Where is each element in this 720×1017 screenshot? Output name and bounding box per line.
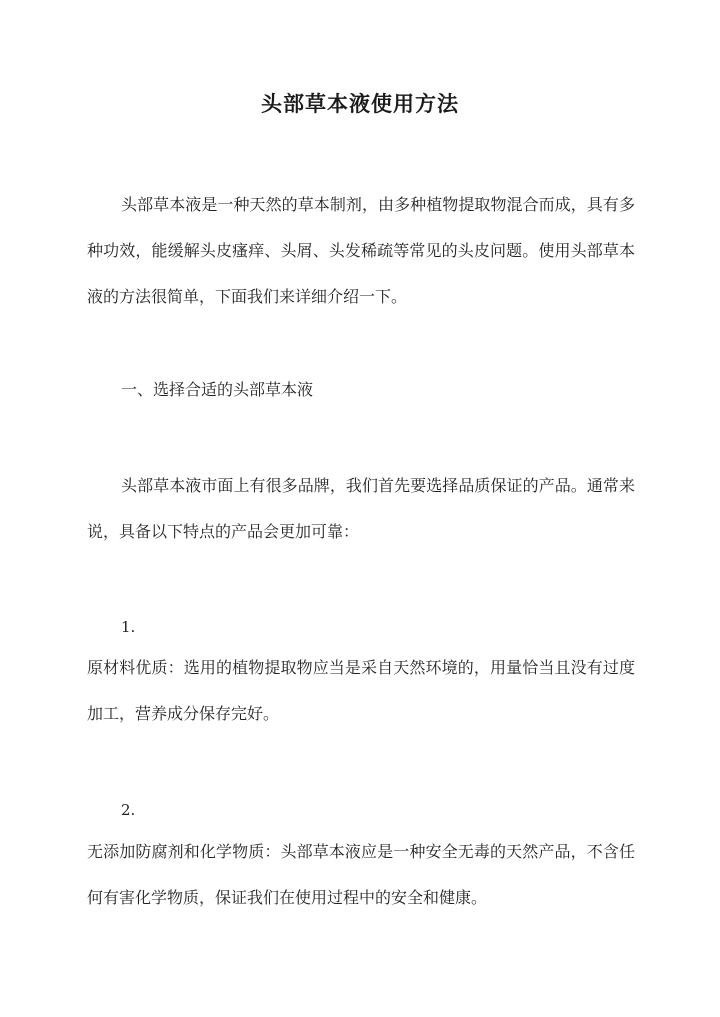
list-item-text: 原材料优质：选用的植物提取物应当是采自天然环境的，用量恰当且没有过度加工，营养成分保存完好。 [87,658,635,723]
section-paragraph: 头部草本液市面上有很多品牌，我们首先要选择品质保证的产品。通常来说，具备以下特点的产品会更加可靠： [87,476,635,541]
list-item-number: 2. [121,801,136,819]
list-item-number: 1. [121,618,136,636]
list-item-text: 无添加防腐剂和化学物质：头部草本液应是一种安全无毒的天然产品，不含任何有害化学物质，保证我们在使用过程中的安全和健康。 [87,842,635,907]
document-title: 头部草本液使用方法 [261,91,459,116]
section-heading: 一、选择合适的头部草本液 [121,380,314,399]
intro-paragraph: 头部草本液是一种天然的草本制剂，由多种植物提取物混合而成，具有多种功效，能缓解头皮瘙痒、头屑、头发稀疏等常见的头皮问题。使用头部草本液的方法很简单，下面我们来详细介绍一下。 [87,195,635,306]
